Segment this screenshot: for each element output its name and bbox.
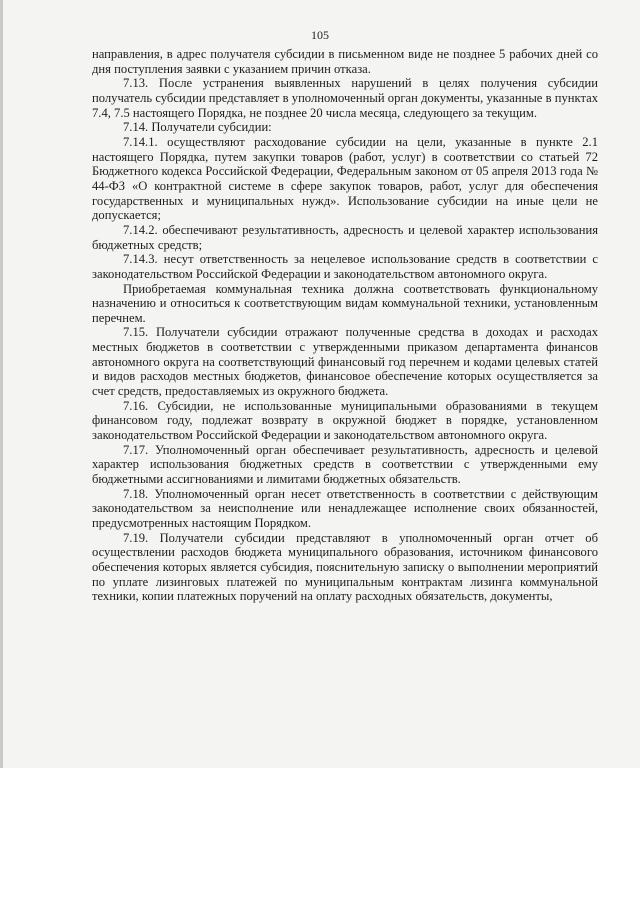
paragraph-7-15: 7.15. Получатели субсидии отражают полученные средства в доходах и расходах местных бюджетов в соответствии с утвержденными приказом департамента финансов автономного округа на соответствующий финансовый год перечнем и кодами целевых статей и видов расходов местных бюджетов, финансовое обеспечение которых осуществляется за счет средств, предоставляемых из окружного бюджета. (92, 325, 598, 399)
page-number: 105 (311, 28, 329, 42)
document-body (92, 47, 598, 604)
paragraph-7-13: 7.13. После устранения выявленных нарушений в целях получения субсидии получатель субсидии представляет в уполномоченный орган документы, указанные в пунктах 7.4, 7.5 настоящего Порядка, не позднее 20 числа месяца, следующего за текущим. (92, 76, 598, 120)
paragraph-7-16: 7.16. Субсидии, не использованные муниципальными образованиями в текущем финансовом году, подлежат возврату в окружной бюджет в порядке, установленном законодательством Российской Федерации и законодательством автономного округа. (92, 398, 598, 443)
paragraph-7-17: 7.17. Уполномоченный орган обеспечивает результативность, адресность и целевой характер использования бюджетных средств в соответствии с утвержденными ему бюджетными ассигнованиями и лимитами бюджетных обязательств. (92, 442, 598, 487)
paragraph-7-14-1: 7.14.1. осуществляют расходование субсидии на цели, указанные в пункте 2.1 настоящего Порядка, путем закупки товаров (работ, услуг) в соответствии со статьей 72 Бюджетного кодекса Российской Федерации, Федеральным законом от 05 апреля 2013 года № 44-ФЗ «О контрактной системе в сфере закупок товаров, работ, услуг для обеспечения государственных и муниципальных нужд». Использование субсидии на иные цели не допускается; (92, 134, 598, 223)
paragraph-7-19: 7.19. Получатели субсидии представляют в уполномоченный орган отчет об осуществлении расходов бюджета муниципального образования, источником финансового обеспечения которых является субсидия, пояснительную записку о выполнении мероприятий по уплате лизинговых платежей по муниципальным контрактам лизинга коммунальной техники, копии платежных поручений на оплату расходных обязательств, документы, (92, 530, 598, 604)
paragraph-7-14-2: 7.14.2. обеспечивают результативность, адресность и целевой характер использования бюджетных средств; (92, 222, 598, 252)
paragraph-7-18: 7.18. Уполномоченный орган несет ответственность в соответствии с действующим законодательством за неисполнение или ненадлежащее исполнение своих обязанностей, предусмотренных настоящим Порядком. (92, 486, 598, 530)
paragraph-7-14-3: 7.14.3. несут ответственность за нецелевое использование средств в соответствии с законодательством Российской Федерации и законодательством автономного округа. (92, 252, 598, 281)
paragraph-7-14: 7.14. Получатели субсидии: (123, 120, 272, 135)
paragraph-continuation: направления, в адрес получателя субсидии в письменном виде не позднее 5 рабочих дней со дня поступления заявки с указанием причин отказа. (92, 47, 598, 76)
paragraph-equipment: Приобретаемая коммунальная техника должна соответствовать функциональному назначению и относиться к соответствующим видам коммунальной техники, установленным перечнем. (92, 281, 598, 325)
scan-border (0, 0, 3, 768)
